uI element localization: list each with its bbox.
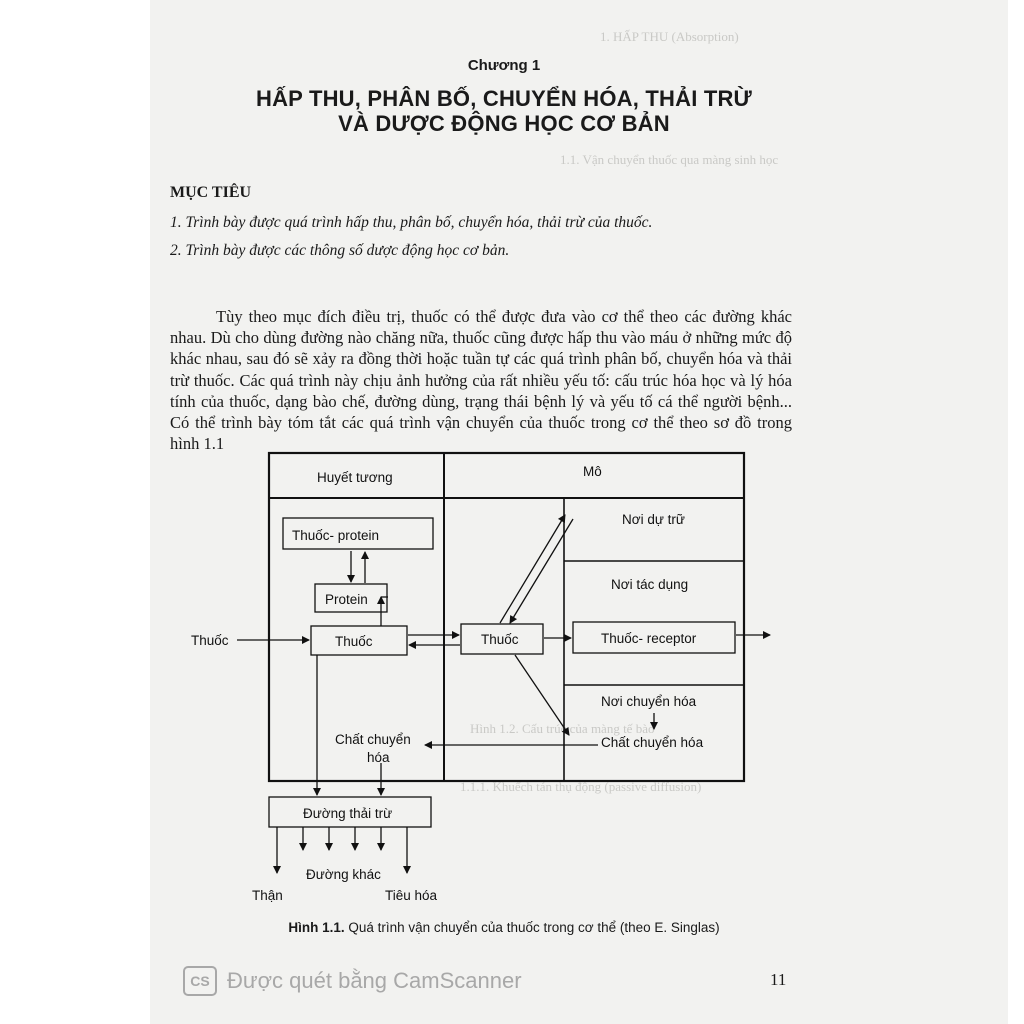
objective-item-1: 1. Trình bày được quá trình hấp thu, phân bố, chuyển hóa, thải trừ của thuốc. bbox=[170, 214, 653, 231]
figure-caption-label: Hình 1.1. bbox=[288, 920, 345, 935]
elimination-route-label: Đường thải trừ bbox=[303, 806, 393, 821]
drug-plasma-label: Thuốc bbox=[335, 634, 373, 649]
other-routes-label: Đường khác bbox=[306, 867, 381, 882]
chapter-title-line-2: VÀ DƯỢC ĐỘNG HỌC CƠ BẢN bbox=[338, 111, 670, 136]
objectives-heading: MỤC TIÊU bbox=[170, 184, 252, 201]
action-site-label: Nơi tác dụng bbox=[611, 577, 689, 592]
drug-input-label: Thuốc bbox=[191, 633, 229, 648]
figure-caption-text: Quá trình vận chuyển của thuốc trong cơ thể (theo E. Singlas) bbox=[344, 920, 720, 935]
protein-label: Protein bbox=[325, 592, 368, 607]
metabolite-plasma-label-line-2: hóa bbox=[367, 750, 390, 765]
metabolite-plasma-label-line-1: Chất chuyển bbox=[335, 732, 411, 747]
drug-receptor-label: Thuốc- receptor bbox=[601, 631, 697, 646]
metabolism-site-label: Nơi chuyển hóa bbox=[601, 694, 697, 709]
objective-item-2: 2. Trình bày được các thông số dược động học cơ bản. bbox=[170, 242, 510, 259]
kidney-label: Thận bbox=[252, 888, 283, 903]
storage-site-label: Nơi dự trữ bbox=[622, 512, 685, 527]
tissue-header: Mô bbox=[583, 464, 602, 479]
camscanner-text: Được quét bằng CamScanner bbox=[227, 968, 522, 993]
drug-transport-diagram bbox=[185, 445, 785, 915]
bleed-through-heading: 1. HẤP THU (Absorption) bbox=[600, 29, 739, 44]
intro-paragraph: Tùy theo mục đích điều trị, thuốc có thể được đưa vào cơ thể theo các đường khác nhau. Dù cho dùng đường nào chăng nữa, thuốc cũng được hấp thu vào máu ở những mức độ khác nhau, sau đó sẽ xảy ra đồng thời hoặc tuần tự các quá trình phân bố, chuyển hóa và thải trừ thuốc. Các quá trình này chịu ảnh hưởng của rất nhiều yếu tố: cấu trúc hóa học và lý hóa tính của thuốc, dạng bào chế, đường dùng, trạng thái bệnh lý và yếu tố cá thể người bệnh... Có thể trình bày tóm tắt các quá trình vận chuyển của thuốc trong cơ thể theo sơ đồ trong hình 1.1 bbox=[170, 307, 792, 454]
tissue-to-storage-arrow bbox=[500, 515, 565, 623]
digestive-label: Tiêu hóa bbox=[385, 888, 438, 903]
bleed-through-figure: Hình 1.2. Cấu trúc của màng tế bào bbox=[470, 721, 655, 736]
page-number: 11 bbox=[770, 970, 787, 989]
chapter-label: Chương 1 bbox=[467, 57, 541, 74]
bleed-through-section: 1.1.1. Khuếch tán thụ động (passive diffusion) bbox=[460, 779, 702, 794]
figure-caption bbox=[150, 920, 858, 935]
tissue-to-metabolism-arrow bbox=[515, 655, 569, 735]
chapter-title-line-1: HẤP THU, PHÂN BỐ, CHUYỂN HÓA, THẢI TRỪ bbox=[255, 86, 752, 111]
camscanner-watermark bbox=[183, 966, 522, 996]
bleed-through-subheading: 1.1. Vận chuyển thuốc qua màng sinh học bbox=[560, 152, 779, 167]
metabolite-tissue-label: Chất chuyển hóa bbox=[601, 735, 704, 750]
camscanner-logo-icon: CS bbox=[183, 966, 217, 996]
drug-tissue-label: Thuốc bbox=[481, 632, 519, 647]
plasma-header: Huyết tương bbox=[317, 470, 393, 485]
drug-protein-label: Thuốc- protein bbox=[292, 528, 380, 543]
